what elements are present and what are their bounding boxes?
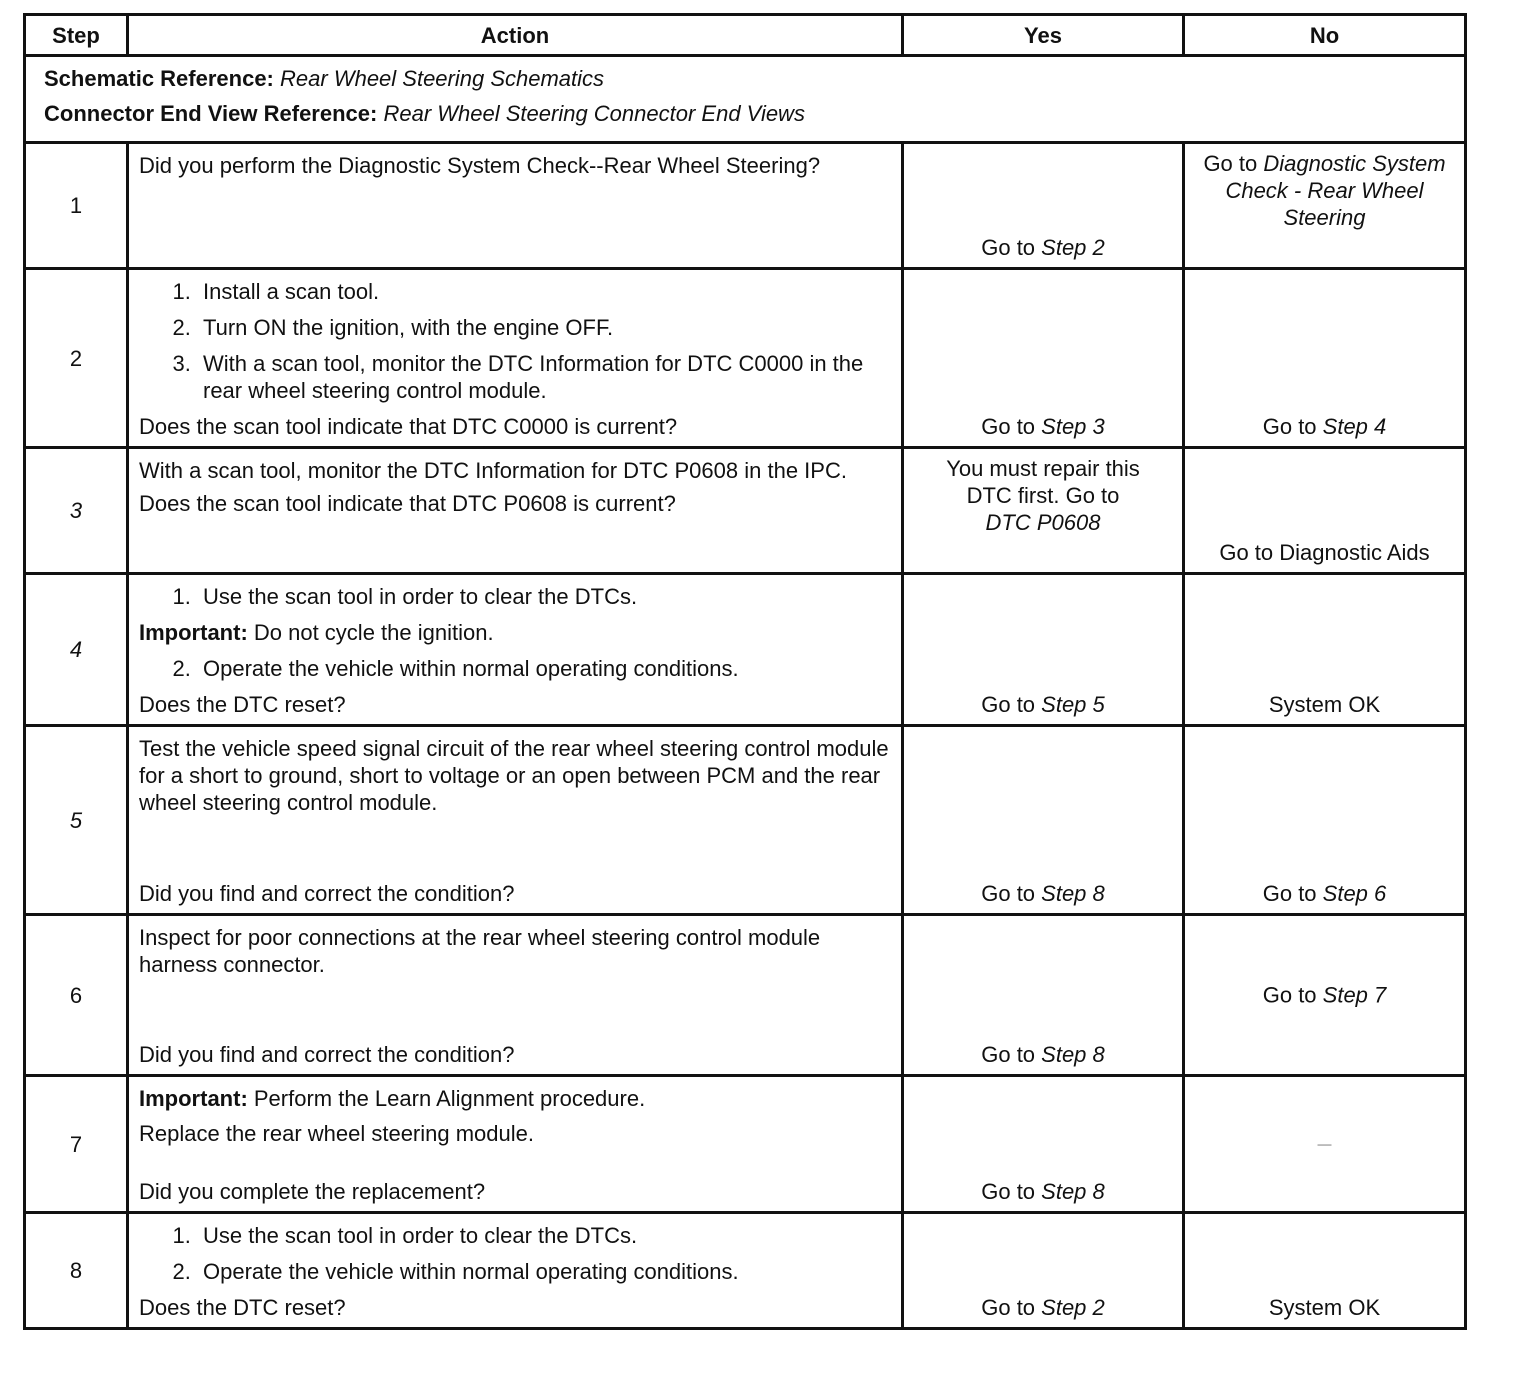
question-text: Did you complete the replacement? — [139, 1179, 486, 1204]
schematic-reference-label: Schematic Reference: — [44, 66, 274, 91]
yes-cell — [903, 143, 1184, 269]
step-row-7 — [25, 1076, 1466, 1213]
question-text: Did you find and correct the condition? — [139, 881, 515, 906]
action-text: Replace the rear wheel steering module. — [139, 1121, 535, 1146]
header-no: No — [1184, 15, 1466, 56]
no-cell — [1184, 448, 1466, 574]
important-note — [139, 619, 891, 646]
yes-link[interactable]: Step 8 — [1041, 1042, 1105, 1067]
step-row-8 — [25, 1213, 1466, 1329]
action-cell — [128, 574, 903, 726]
action-cell — [128, 1213, 903, 1329]
question-text: Does the scan tool indicate that DTC P0608 is current? — [139, 491, 676, 516]
yes-prefix: Go to — [981, 692, 1042, 717]
yes-cell — [903, 269, 1184, 448]
list-item: 1. Use the scan tool in order to clear the DTCs. — [197, 583, 891, 610]
important-text: Perform the Learn Alignment procedure. — [247, 1086, 646, 1111]
question-text: Does the DTC reset? — [139, 692, 346, 717]
important-note — [139, 1085, 891, 1112]
action-cell — [128, 269, 903, 448]
yes-link[interactable]: DTC P0608 — [985, 510, 1101, 535]
action-list — [139, 278, 891, 404]
question-text: Does the DTC reset? — [139, 1295, 346, 1320]
no-prefix: Go to — [1203, 151, 1264, 176]
important-label: Important: — [139, 620, 248, 645]
connector-reference-link[interactable]: Rear Wheel Steering Connector End Views — [383, 101, 805, 126]
no-cell — [1184, 574, 1466, 726]
yes-link[interactable]: Step 8 — [1041, 881, 1105, 906]
action-cell — [128, 448, 903, 574]
important-text: Do not cycle the ignition. — [247, 620, 494, 645]
no-cell — [1184, 1213, 1466, 1329]
no-cell — [1184, 726, 1466, 915]
yes-link[interactable]: Step 8 — [1041, 1179, 1105, 1204]
question-text: Did you find and correct the condition? — [139, 1042, 515, 1067]
header-row — [25, 15, 1466, 56]
step-number: 1 — [25, 143, 128, 269]
no-link[interactable]: Diagnostic System Check - Rear Wheel Steering — [1225, 151, 1446, 230]
schematic-reference — [44, 65, 1464, 92]
action-text: With a scan tool, monitor the DTC Information for DTC P0608 in the IPC. — [139, 458, 847, 483]
no-prefix: Go to — [1262, 982, 1323, 1008]
yes-prefix: Go to — [981, 1042, 1042, 1067]
step-number: 3 — [25, 448, 128, 574]
diagnostic-table — [23, 13, 1467, 1330]
header-yes: Yes — [903, 15, 1184, 56]
yes-link[interactable]: Step 5 — [1041, 692, 1105, 717]
header-action: Action — [128, 15, 903, 56]
step-row-2 — [25, 269, 1466, 448]
step-row-6 — [25, 915, 1466, 1076]
no-cell — [1184, 915, 1466, 1076]
step-number: 7 — [25, 1076, 128, 1213]
step-row-4 — [25, 574, 1466, 726]
step-number: 6 — [25, 915, 128, 1076]
action-list — [139, 655, 891, 682]
action-list — [139, 583, 891, 610]
no-prefix: Go to — [1262, 414, 1323, 439]
yes-link[interactable]: Step 2 — [1041, 1295, 1105, 1320]
no-text: System OK — [1268, 692, 1381, 717]
no-link[interactable]: Step 4 — [1322, 414, 1387, 439]
yes-link[interactable]: Step 3 — [1041, 414, 1105, 439]
action-cell — [128, 143, 903, 269]
list-item: 2. Operate the vehicle within normal operating conditions. — [197, 655, 891, 682]
reference-row — [25, 56, 1466, 143]
yes-text: You must repair this DTC first. Go to — [946, 456, 1140, 508]
no-text: Go to Diagnostic Aids — [1219, 540, 1430, 565]
list-item: 2. Turn ON the ignition, with the engine OFF. — [197, 314, 891, 341]
yes-cell — [903, 448, 1184, 574]
action-list — [139, 1222, 891, 1285]
schematic-reference-link[interactable]: Rear Wheel Steering Schematics — [280, 66, 605, 91]
connector-reference-label: Connector End View Reference: — [44, 101, 378, 126]
action-cell — [128, 915, 903, 1076]
header-step: Step — [25, 15, 128, 56]
no-cell — [1184, 269, 1466, 448]
list-item: 2. Operate the vehicle within normal operating conditions. — [197, 1258, 891, 1285]
yes-cell — [903, 726, 1184, 915]
yes-link[interactable]: Step 2 — [1041, 235, 1105, 260]
yes-prefix: Go to — [981, 414, 1042, 439]
no-prefix: Go to — [1262, 881, 1323, 906]
yes-prefix: Go to — [981, 881, 1042, 906]
list-item: 1. Use the scan tool in order to clear the DTCs. — [197, 1222, 891, 1249]
action-cell — [128, 726, 903, 915]
step-number: 2 — [25, 269, 128, 448]
no-text: System OK — [1268, 1295, 1381, 1320]
action-text: Test the vehicle speed signal circuit of the rear wheel steering control module for a short to ground, short to voltage or an open between PCM and the rear wheel steering control module. — [139, 736, 889, 815]
action-text: Inspect for poor connections at the rear wheel steering control module harness connector. — [139, 925, 821, 977]
question-text: Does the scan tool indicate that DTC C0000 is current? — [139, 414, 678, 439]
step-row-5 — [25, 726, 1466, 915]
step-row-3 — [25, 448, 1466, 574]
list-item: 3. With a scan tool, monitor the DTC Information for DTC C0000 in the rear wheel steering control module. — [197, 350, 891, 404]
yes-cell — [903, 574, 1184, 726]
yes-cell — [903, 1213, 1184, 1329]
action-cell — [128, 1076, 903, 1213]
no-cell — [1184, 1076, 1466, 1213]
step-row-1 — [25, 143, 1466, 269]
yes-prefix: Go to — [981, 235, 1042, 260]
no-link[interactable]: Step 6 — [1322, 881, 1387, 906]
step-number: 8 — [25, 1213, 128, 1329]
step-number: 5 — [25, 726, 128, 915]
yes-prefix: Go to — [981, 1295, 1042, 1320]
no-text: — — [1317, 1135, 1332, 1152]
important-label: Important: — [139, 1086, 248, 1111]
list-item: 1. Install a scan tool. — [197, 278, 891, 305]
yes-cell — [903, 1076, 1184, 1213]
yes-prefix: Go to — [981, 1179, 1042, 1204]
connector-reference — [44, 100, 1464, 127]
step-number: 4 — [25, 574, 128, 726]
action-text: Did you perform the Diagnostic System Check--Rear Wheel Steering? — [139, 153, 821, 178]
no-link[interactable]: Step 7 — [1322, 982, 1387, 1008]
yes-cell — [903, 915, 1184, 1076]
no-cell — [1184, 143, 1466, 269]
